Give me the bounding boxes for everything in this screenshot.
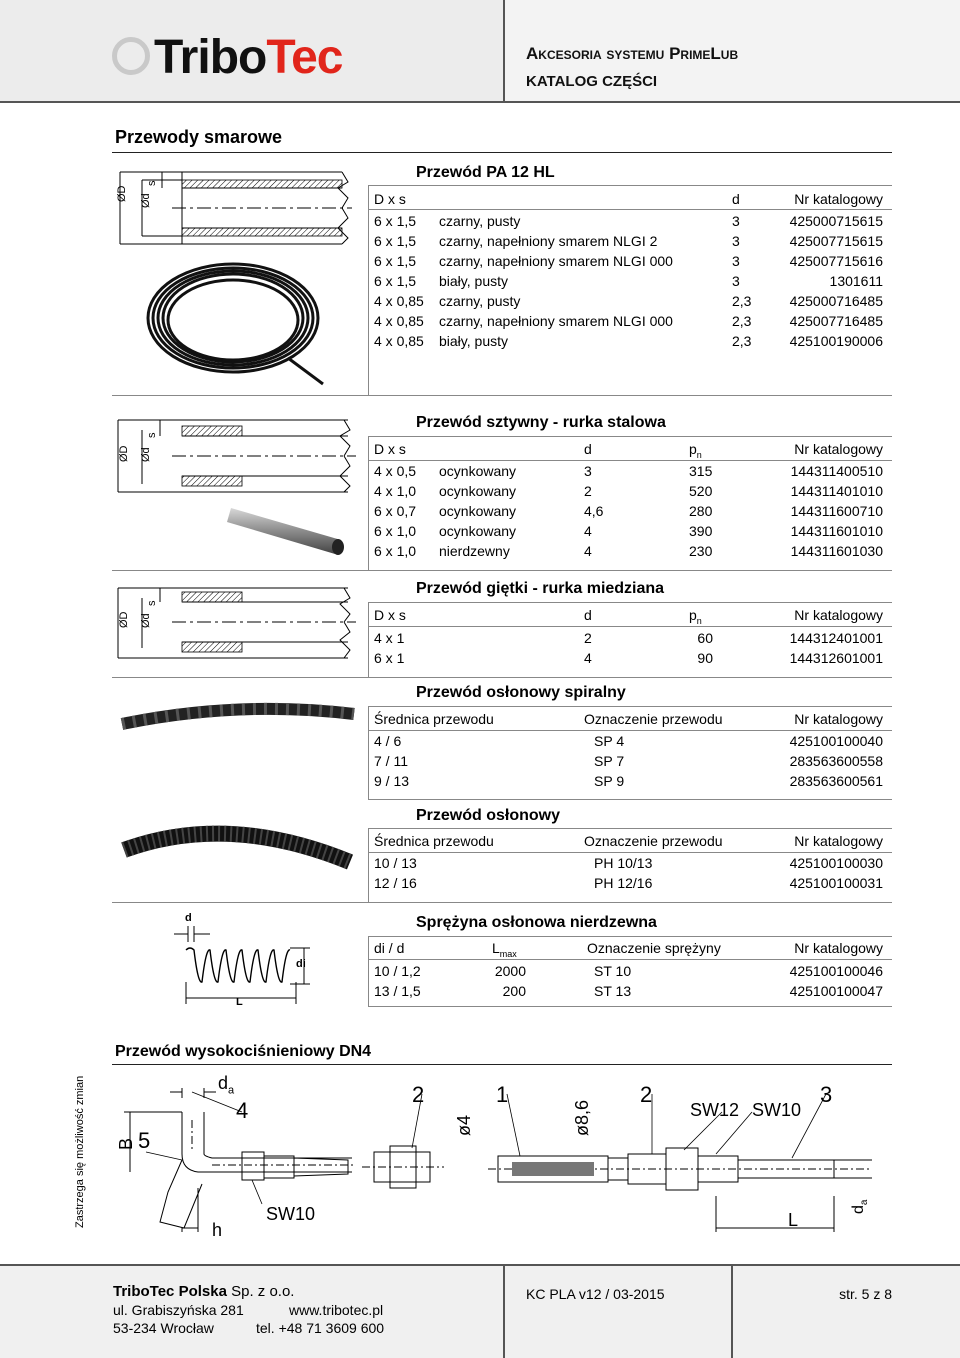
table-cell: 425007716485 (789, 313, 883, 329)
header-subtitle: KATALOG CZĘŚCI (526, 73, 658, 90)
footer-city: 53-234 Wrocław (113, 1320, 214, 1336)
steel-header-p-text: p (689, 441, 697, 457)
spring-header-lmax (492, 940, 517, 959)
table-cell: 6 x 1,5 (374, 253, 417, 269)
table-cell: 283563600561 (789, 773, 883, 789)
dn4-label-5: 5 (138, 1128, 151, 1153)
dn4-underline (112, 1064, 892, 1065)
table-cell: 2 (584, 483, 592, 499)
table-cell: SP 9 (594, 773, 625, 789)
table-cell: 425100100031 (789, 875, 883, 891)
dn4-label-2a: 2 (412, 1082, 425, 1107)
dn4-label-sw10-left: SW10 (266, 1204, 316, 1224)
table-cell: biały, pusty (439, 273, 508, 289)
table-cell: 144312401001 (789, 630, 883, 646)
dn4-label-phi86: ø8,6 (572, 1099, 592, 1136)
copper-header-dxs: D x s (374, 607, 406, 623)
table-cell: 425100100040 (789, 733, 883, 749)
profile-label-s: s (146, 600, 158, 606)
pa12-title-rule (368, 185, 892, 186)
table-cell: 2000 (494, 963, 526, 979)
table-cell: 2 (584, 630, 592, 646)
table-cell: 9 / 13 (374, 773, 410, 789)
table-cell: 4 x 0,5 (374, 463, 417, 479)
steel-tube-photo (225, 498, 355, 560)
table-cell: 390 (689, 523, 713, 539)
table-cell: czarny, napełniony smarem NLGI 000 (439, 313, 673, 329)
table-cell: ST 13 (594, 983, 632, 999)
steel-header-d: d (584, 441, 592, 457)
spring-header-l-text: L (492, 940, 500, 956)
table-cell: 425000716485 (789, 293, 883, 309)
footer-street: ul. Grabiszyńska 281 (113, 1302, 244, 1318)
dn4-label-da-top-sub: a (228, 1084, 235, 1097)
cover-bottom-rule (112, 902, 892, 903)
pa12-coil-photo (138, 258, 328, 386)
table-cell: 6 x 1,5 (374, 273, 417, 289)
table-cell: 12 / 16 (374, 875, 417, 891)
section-title-lines: Przewody smarowe (115, 127, 283, 147)
footer-company-suffix: Sp. z o.o. (231, 1283, 295, 1300)
table-cell: 425000715615 (789, 213, 883, 229)
spring-header-l-sub: max (499, 948, 517, 959)
logo-text-tec: Tec (266, 31, 343, 84)
table-cell: czarny, napełniony smarem NLGI 000 (439, 253, 673, 269)
table-cell: 4 (584, 523, 592, 539)
table-cell: 3 (732, 273, 740, 289)
table-cell: 425100190006 (789, 333, 883, 349)
spring-header-rule (368, 959, 892, 960)
footer-page-number: str. 5 z 8 (839, 1286, 892, 1302)
profile-label-s: s (146, 432, 158, 438)
table-cell: 4 / 6 (374, 733, 402, 749)
table-cell: 2,3 (732, 313, 752, 329)
cover-header-catalog: Nr katalogowy (794, 833, 883, 849)
header-title: Akcesoria systemu PrimeLub (526, 44, 739, 63)
table-cell: PH 12/16 (594, 875, 653, 891)
table-cell: 144312601001 (789, 650, 883, 666)
footer-divider (0, 1264, 960, 1266)
table-cell: 3 (732, 213, 740, 229)
spiral-header-rule (368, 730, 892, 731)
table-cell: 4 x 1 (374, 630, 405, 646)
table-cell: 425007715615 (789, 233, 883, 249)
dn4-label-sw12: SW12 (690, 1100, 740, 1120)
steel-header-p-sub: n (696, 449, 702, 460)
steel-header-dxs: D x s (374, 441, 406, 457)
table-cell: 7 / 11 (374, 753, 408, 769)
table-cell: 144311600710 (790, 503, 883, 519)
table-cell: 6 x 0,7 (374, 503, 417, 519)
table-cell: SP 7 (594, 753, 625, 769)
spiral-hose-photo (118, 692, 360, 744)
cover-title: Przewód osłonowy (416, 807, 561, 824)
table-cell: czarny, pusty (439, 213, 521, 229)
table-cell: 230 (689, 543, 713, 559)
pa12-header-d: d (732, 191, 740, 207)
table-cell: 90 (697, 650, 713, 666)
table-cell: 520 (689, 483, 713, 499)
table-cell: 144311601010 (790, 523, 883, 539)
footer-company (113, 1283, 294, 1300)
cover-header-diameter: Średnica przewodu (374, 833, 494, 849)
table-cell: ocynkowany (439, 463, 517, 479)
table-cell: 4 (584, 543, 592, 559)
pa12-title: Przewód PA 12 HL (416, 164, 555, 181)
profile-label-s: s (146, 180, 158, 186)
spring-bottom-rule (368, 1006, 892, 1007)
table-cell: czarny, pusty (439, 293, 521, 309)
table-cell: 4 x 0,85 (374, 313, 424, 329)
table-cell: ocynkowany (439, 483, 517, 499)
footer-website: www.tribotec.pl (289, 1302, 384, 1318)
profile-label-d: Ød (140, 447, 152, 462)
table-cell: 4 x 0,85 (374, 333, 424, 349)
spring-header-catalog: Nr katalogowy (794, 940, 883, 956)
table-cell: 3 (732, 233, 740, 249)
table-cell: ocynkowany (439, 503, 517, 519)
steel-title-rule (368, 436, 892, 437)
tribotec-logo (112, 30, 342, 85)
table-cell: 6 x 1,5 (374, 233, 417, 249)
spiral-header-catalog: Nr katalogowy (794, 711, 883, 727)
table-cell: 425007715616 (789, 253, 883, 269)
table-cell: czarny, napełniony smarem NLGI 2 (439, 233, 658, 249)
dn4-label-L: L (788, 1210, 799, 1230)
table-cell: 280 (689, 503, 713, 519)
table-cell: ocynkowany (439, 523, 517, 539)
dn4-label-B: B (116, 1137, 136, 1150)
footer-separator-2 (731, 1265, 733, 1358)
steel-bottom-rule (112, 570, 892, 571)
table-cell: 144311400510 (790, 463, 883, 479)
copper-header-p-text: p (689, 607, 697, 623)
cover-title-rule (368, 828, 892, 829)
table-cell: SP 4 (594, 733, 625, 749)
spiral-title-rule (368, 706, 892, 707)
table-cell: 2,3 (732, 293, 752, 309)
profile-label-d: Ød (140, 613, 152, 628)
table-cell: 4 (584, 650, 592, 666)
footer-company-name: TriboTec Polska (113, 1283, 227, 1300)
footer-doc-version: KC PLA v12 / 03-2015 (526, 1286, 665, 1302)
section-underline (112, 152, 892, 153)
dn4-label-1: 1 (496, 1082, 509, 1107)
table-cell: 6 x 1,0 (374, 523, 417, 539)
table-cell: 13 / 1,5 (374, 983, 421, 999)
table-cell: 144311401010 (790, 483, 883, 499)
header-divider (0, 101, 960, 103)
spring-label-di: di (296, 958, 306, 970)
table-cell: 10 / 13 (374, 855, 417, 871)
dn4-label-3: 3 (820, 1082, 833, 1107)
table-cell: 200 (502, 983, 526, 999)
pa12-header-dxs: D x s (374, 191, 406, 207)
spring-header-designation: Oznaczenie sprężyny (587, 940, 721, 956)
logo-text-tribo: Tribo (154, 31, 267, 84)
spiral-bottom-rule (368, 799, 892, 800)
table-cell: 144311601030 (790, 543, 883, 559)
profile-label-D: ØD (116, 185, 128, 202)
copper-header-p-sub: n (696, 615, 702, 626)
table-cell: 10 / 1,2 (374, 963, 421, 979)
spring-title-rule (368, 936, 892, 937)
table-cell: 1301611 (829, 273, 883, 289)
spiral-header-diameter: Średnica przewodu (374, 711, 494, 727)
table-cell: PH 10/13 (594, 855, 653, 871)
steel-title: Przewód sztywny - rurka stalowa (416, 414, 666, 431)
table-cell: 4,6 (584, 503, 604, 519)
copper-header-rule (368, 626, 892, 627)
table-cell: 425100100030 (789, 855, 883, 871)
cover-hose-photo (118, 812, 358, 876)
table-cell: 6 x 1,0 (374, 543, 417, 559)
pa12-left-border (368, 185, 369, 395)
side-note: Zastrzega się możliwość zmian (74, 1075, 86, 1228)
spring-header-di-d: di / d (374, 940, 405, 956)
pa12-header-catalog: Nr katalogowy (794, 191, 883, 207)
steel-left-border (368, 436, 369, 570)
footer-separator-1 (503, 1265, 505, 1358)
footer-phone: tel. +48 71 3609 600 (256, 1320, 385, 1336)
dn4-label-phi4: ø4 (454, 1114, 474, 1136)
copper-title: Przewód giętki - rurka miedziana (416, 580, 665, 597)
copper-header-d: d (584, 607, 592, 623)
table-cell: 6 x 1 (374, 650, 405, 666)
table-cell: 4 x 1,0 (374, 483, 417, 499)
copper-bottom-rule (112, 677, 892, 678)
section-title-dn4: Przewód wysokociśnieniowy DN4 (115, 1043, 372, 1060)
dn4-label-da-right-text: d (850, 1205, 867, 1214)
spring-label-L: L (236, 996, 243, 1008)
table-cell: 4 x 0,85 (374, 293, 424, 309)
copper-title-rule (368, 602, 892, 603)
table-cell: biały, pusty (439, 333, 508, 349)
table-cell: nierdzewny (439, 543, 510, 559)
spiral-header-designation: Oznaczenie przewodu (584, 711, 723, 727)
cover-header-rule (368, 852, 892, 853)
steel-header-rule (368, 460, 892, 461)
dn4-label-h: h (212, 1220, 223, 1240)
logo-ring-icon (112, 37, 150, 75)
dn4-label-2b: 2 (640, 1082, 653, 1107)
cover-left-border (368, 828, 369, 902)
table-cell: 3 (584, 463, 592, 479)
table-cell: 60 (697, 630, 713, 646)
table-cell: 315 (689, 463, 713, 479)
table-cell: 6 x 1,5 (374, 213, 417, 229)
pa12-bottom-rule (112, 395, 892, 396)
table-cell: 2,3 (732, 333, 752, 349)
profile-label-D: ØD (118, 445, 130, 462)
copper-header-p (689, 607, 702, 626)
cover-header-designation: Oznaczenie przewodu (584, 833, 723, 849)
dn4-label-da-right (850, 1200, 870, 1214)
steel-header-p (689, 441, 702, 460)
spiral-left-border (368, 706, 369, 799)
table-cell: ST 10 (594, 963, 632, 979)
profile-label-D: ØD (118, 611, 130, 628)
dn4-label-4: 4 (236, 1098, 249, 1123)
spiral-title: Przewód osłonowy spiralny (416, 684, 626, 701)
dn4-label-da-top-text: d (218, 1073, 229, 1093)
copper-header-catalog: Nr katalogowy (794, 607, 883, 623)
table-cell: 283563600558 (789, 753, 883, 769)
pa12-header-rule (368, 209, 892, 210)
dn4-label-da-right-sub: a (859, 1199, 871, 1206)
table-cell: 425100100046 (789, 963, 883, 979)
spring-left-border (368, 936, 369, 1006)
dn4-label-da-top (218, 1073, 234, 1097)
profile-label-d: Ød (140, 193, 152, 208)
dn4-label-sw10-right: SW10 (752, 1100, 802, 1120)
table-cell: 3 (732, 253, 740, 269)
steel-header-catalog: Nr katalogowy (794, 441, 883, 457)
table-cell: 425100100047 (789, 983, 883, 999)
spring-title: Sprężyna osłonowa nierdzewna (416, 914, 657, 931)
spring-label-d: d (185, 912, 192, 924)
copper-left-border (368, 602, 369, 677)
